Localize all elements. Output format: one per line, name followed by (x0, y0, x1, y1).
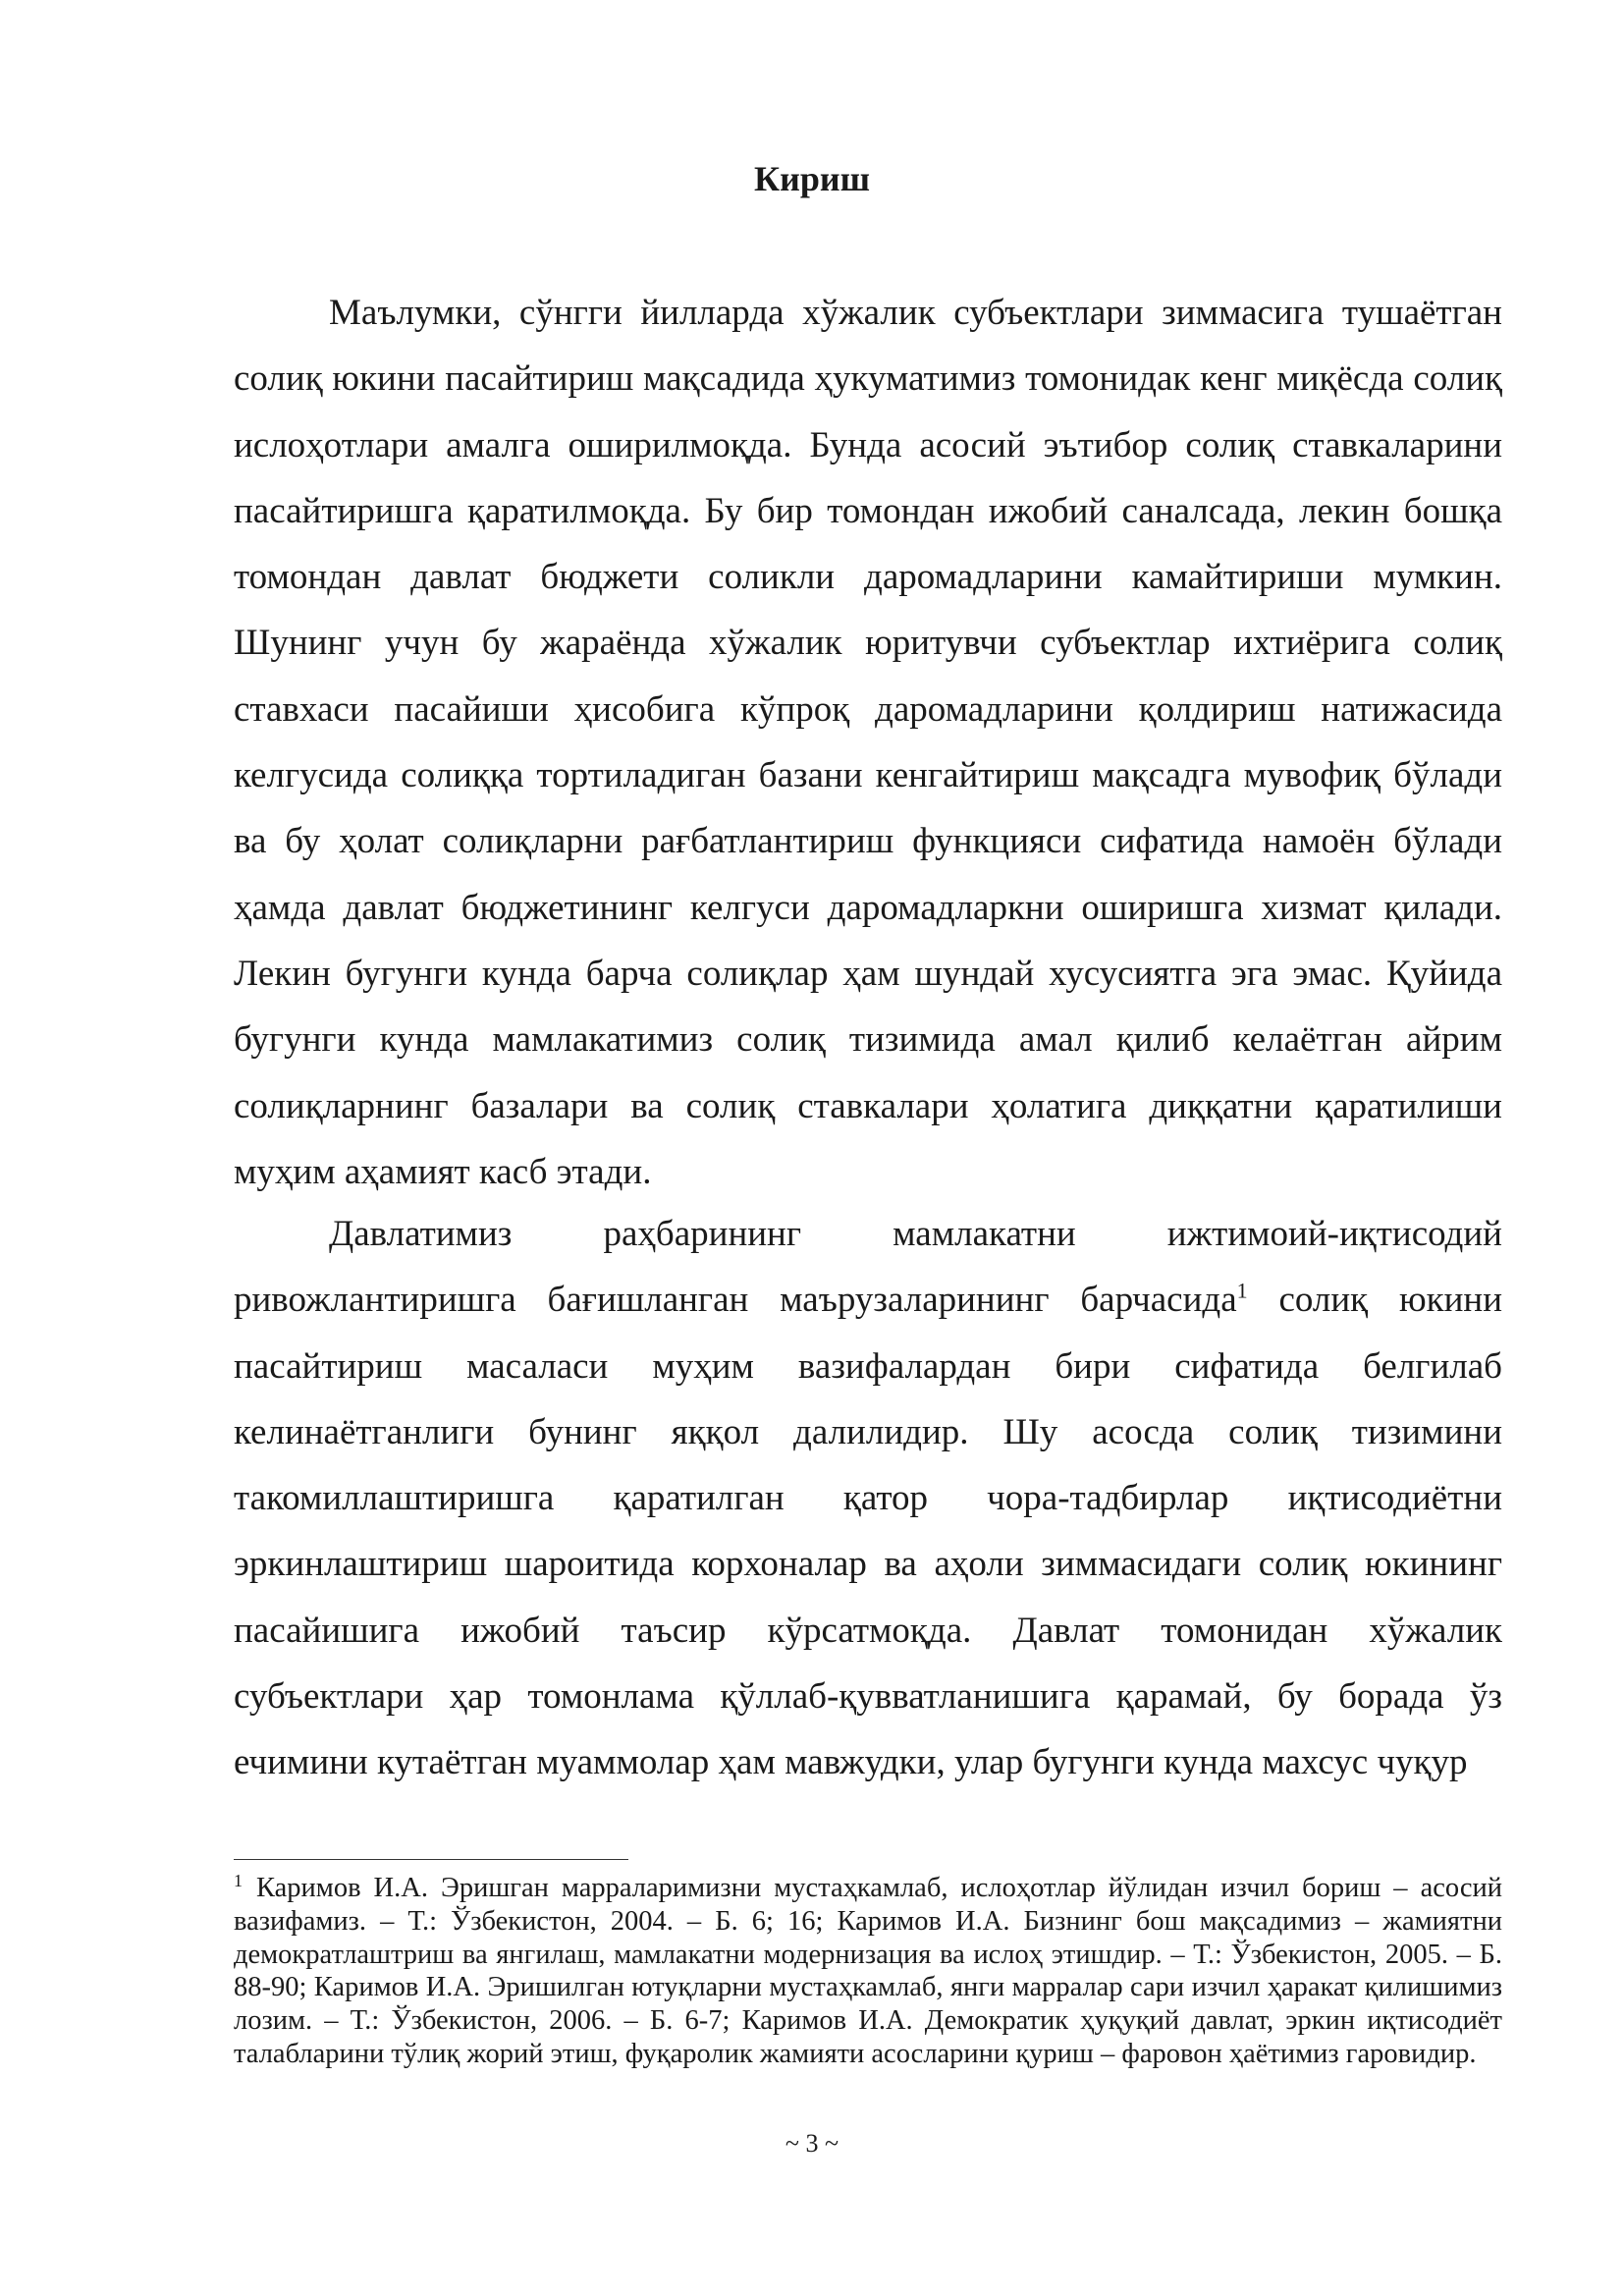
page-title: Кириш (753, 159, 870, 198)
body-paragraph-2 (234, 1201, 1502, 1796)
body-paragraph-2-block (234, 1201, 1502, 1796)
paragraph-2-text-end: солиқ юкини пасайтириш масаласи муҳим вазифалардан бири сифатида белгилаб келинаётганлиги бунинг яққол далилидир. Шу асосда солиқ тизимини такомиллаштиришга қаратилган қатор чора-тадбирлар иқтисодиётни эркинлаштириш шароитида корхоналар ва аҳоли зиммасидаги солиқ юкининг пасайишига ижобий таъсир кўрсатмоқда. Давлат томонидан хўжалик субъектлари ҳар томонлама қўллаб-қувватланишига қарамай, бу борада ўз ечимини кутаётган муаммолар ҳам мавжудки, улар бугунги кунда махсус чуқур (234, 1280, 1502, 1783)
footnote (234, 1872, 1502, 2071)
body-paragraph-1-block (234, 280, 1502, 1205)
footnote-text: Каримов И.А. Эришган марраларимизни мустаҳкамлаб, ислоҳотлар йўлидан изчил бориш – асосий вазифамиз. – Т.: Ўзбекистон, 2004. – Б. 6; 16; Каримов И.А. Бизнинг бош мақсадимиз – жамиятни демократлаштриш ва янгилаш, мамлакатни модернизация ва ислоҳ этишдир. – Т.: Ўзбекистон, 2005. – Б. 88-90; Каримов И.А. Эришилган ютуқларни мустаҳкамлаб, янги марралар сари изчил ҳаракат қилишимиз лозим. – Т.: Ўзбекистон, 2006. – Б. 6-7; Каримов И.А. Демократик ҳуқуқий давлат, эркин иқтисодиёт талабларини тўлиқ жорий этиш, фуқаролик жамияти асосларини қуриш – фаровон ҳаётимиз гаровидир. (234, 1873, 1502, 2069)
footnote-divider (234, 1859, 628, 1860)
paragraph-2-text-start: Давлатимиз раҳбарининг мамлакатни ижтимоий-иқтисодий ривожлантиришга бағишланган маърузаларининг барчасида (234, 1214, 1502, 1321)
footnote-reference[interactable]: 1 (1236, 1278, 1248, 1303)
body-paragraph-1: Маълумки, сўнгги йилларда хўжалик субъектлари зиммасига тушаётган солиқ юкини пасайтириш мақсадида ҳукуматимиз томонидак кенг миқёсда солиқ ислоҳотлари амалга оширилмоқда. Бунда асосий эътибор солиқ ставкаларини пасайтиришга қаратилмоқда. Бу бир томондан ижобий саналсада, лекин бошқа томондан давлат бюджети соликли даромадларини камайтириши мумкин. Шунинг учун бу жараёнда хўжалик юритувчи субъектлар ихтиёрига солиқ ставхаси пасайиши ҳисобига кўпроқ даромадларини қолдириш натижасида келгусида солиққа тортиладиган базани кенгайтириш мақсадга мувофиқ бўлади ва бу ҳолат солиқларни рағбатлантириш функцияси сифатида намоён бўлади ҳамда давлат бюджетининг келгуси даромадларкни оширишга хизмат қилади. Лекин бугунги кунда барча солиқлар ҳам шундай хусусиятга эга эмас. Қуйида бугунги кунда мамлакатимиз солиқ тизимида амал қилиб келаётган айрим солиқларнинг базалари ва солиқ ставкалари ҳолатига диққатни қаратилиши муҳим аҳамият касб этади. (234, 293, 1502, 1192)
page-number: ~ 3 ~ (785, 2129, 839, 2158)
footnote-number: 1 (234, 1870, 243, 1890)
